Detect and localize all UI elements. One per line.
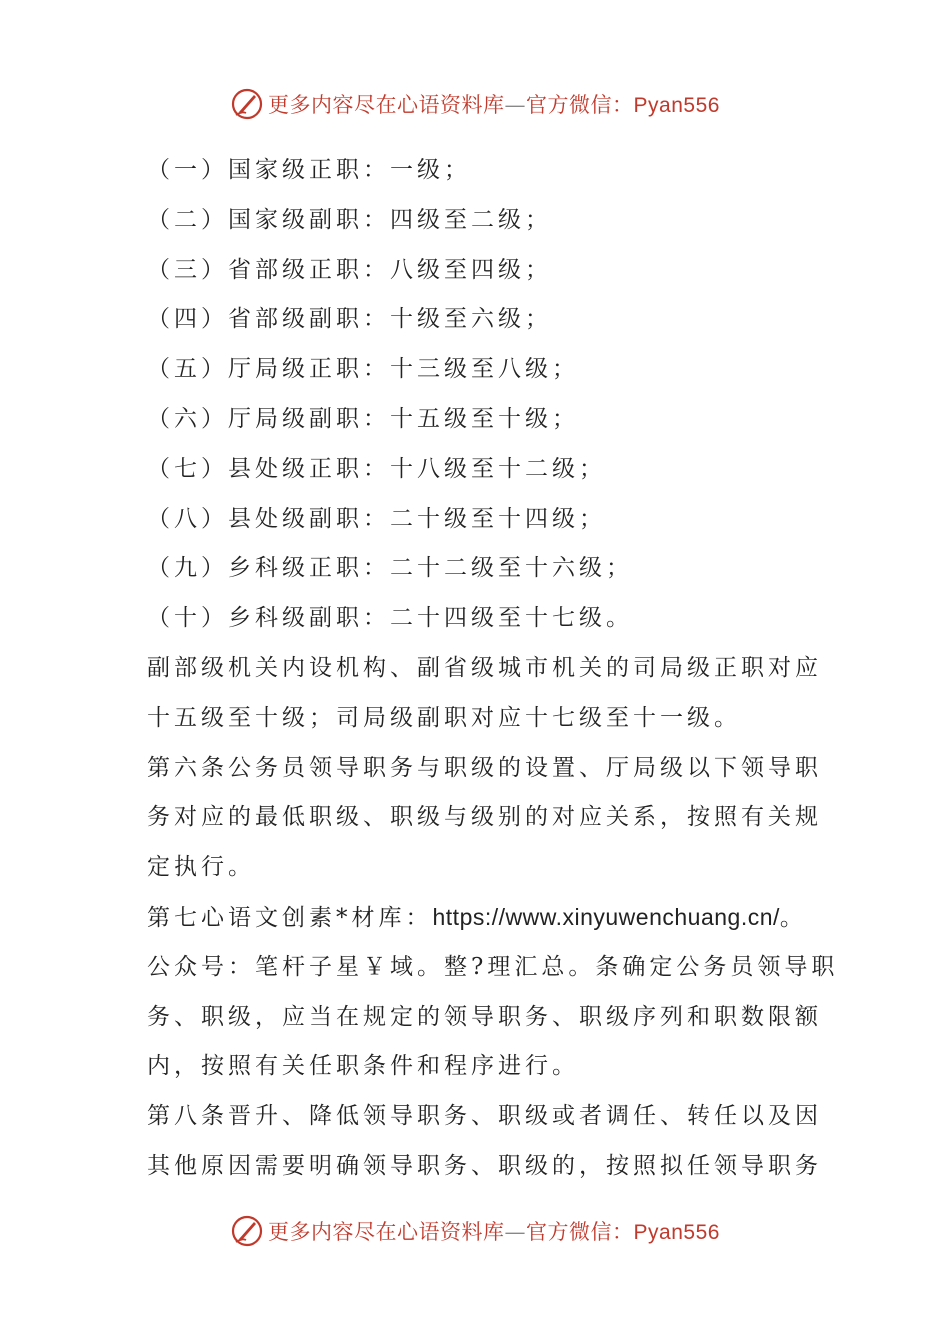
paragraph-line: 定执行。 [147,854,255,881]
paragraph-line: 十五级至十级；司局级副职对应十七级至十一级。 [147,704,741,731]
list-item: （五）厅局级正职：十三级至八级； [147,356,579,383]
banner-text [268,1216,720,1246]
list-item: （十）乡科级副职：二十四级至十七级。 [147,605,633,632]
banner-wechat-id: Pyan556 [633,1221,720,1244]
document-body [147,146,839,1192]
paragraph-line: 第六条公务员领导职务与职级的设置、厅局级以下领导职 [147,754,822,781]
paragraph-line: 务对应的最低职级、职级与级别的对应关系，按照有关规 [147,804,822,831]
banner-wechat-id: Pyan556 [633,94,720,117]
banner-title: 更多内容尽在心语资料库 [268,93,505,117]
website-link[interactable]: https://www.xinyuwenchuang.cn/ [432,903,780,930]
list-item: （一）国家级正职：一级； [147,157,471,183]
list-item: （八）县处级副职：二十级至十四级； [147,505,606,532]
list-item: （九）乡科级正职：二十二级至十六级； [147,555,633,582]
banner-separator: — [504,93,527,117]
list-item: （二）国家级副职：四级至二级； [147,206,552,233]
paragraph-line: 公众号：笔杆子星￥域。整?理汇总。条确定公务员领导职 [147,953,839,980]
paragraph-line: 务、职级，应当在规定的领导职务、职级序列和职数限额 [147,1003,822,1030]
paragraph-line-with-url [147,893,807,943]
list-item: （四）省部级副职：十级至六级； [147,306,552,333]
quill-logo-icon [230,1214,264,1248]
paragraph-line: 其他原因需要明确领导职务、职级的，按照拟任领导职务 [147,1152,822,1179]
banner-text [268,89,720,119]
list-item: （六）厅局级副职：十五级至十级； [147,405,579,432]
paragraph-line: 副部级机关内设机构、副省级城市机关的司局级正职对应 [147,654,822,681]
list-item: （三）省部级正职：八级至四级； [147,256,552,283]
footer-banner [0,1211,950,1251]
url-prefix: 第七心语文创素*材库： [147,904,433,931]
banner-wechat-label: 官方微信： [526,1220,634,1244]
banner-separator: — [504,1220,527,1244]
list-item: （七）县处级正职：十八级至十二级； [147,455,606,482]
paragraph-line: 第八条晋升、降低领导职务、职级或者调任、转任以及因 [147,1103,822,1130]
quill-logo-icon [230,87,264,121]
header-banner [0,84,950,124]
url-suffix: 。 [779,904,807,931]
banner-title: 更多内容尽在心语资料库 [268,1220,505,1244]
paragraph-line: 内，按照有关任职条件和程序进行。 [147,1053,579,1080]
banner-wechat-label: 官方微信： [526,93,634,117]
